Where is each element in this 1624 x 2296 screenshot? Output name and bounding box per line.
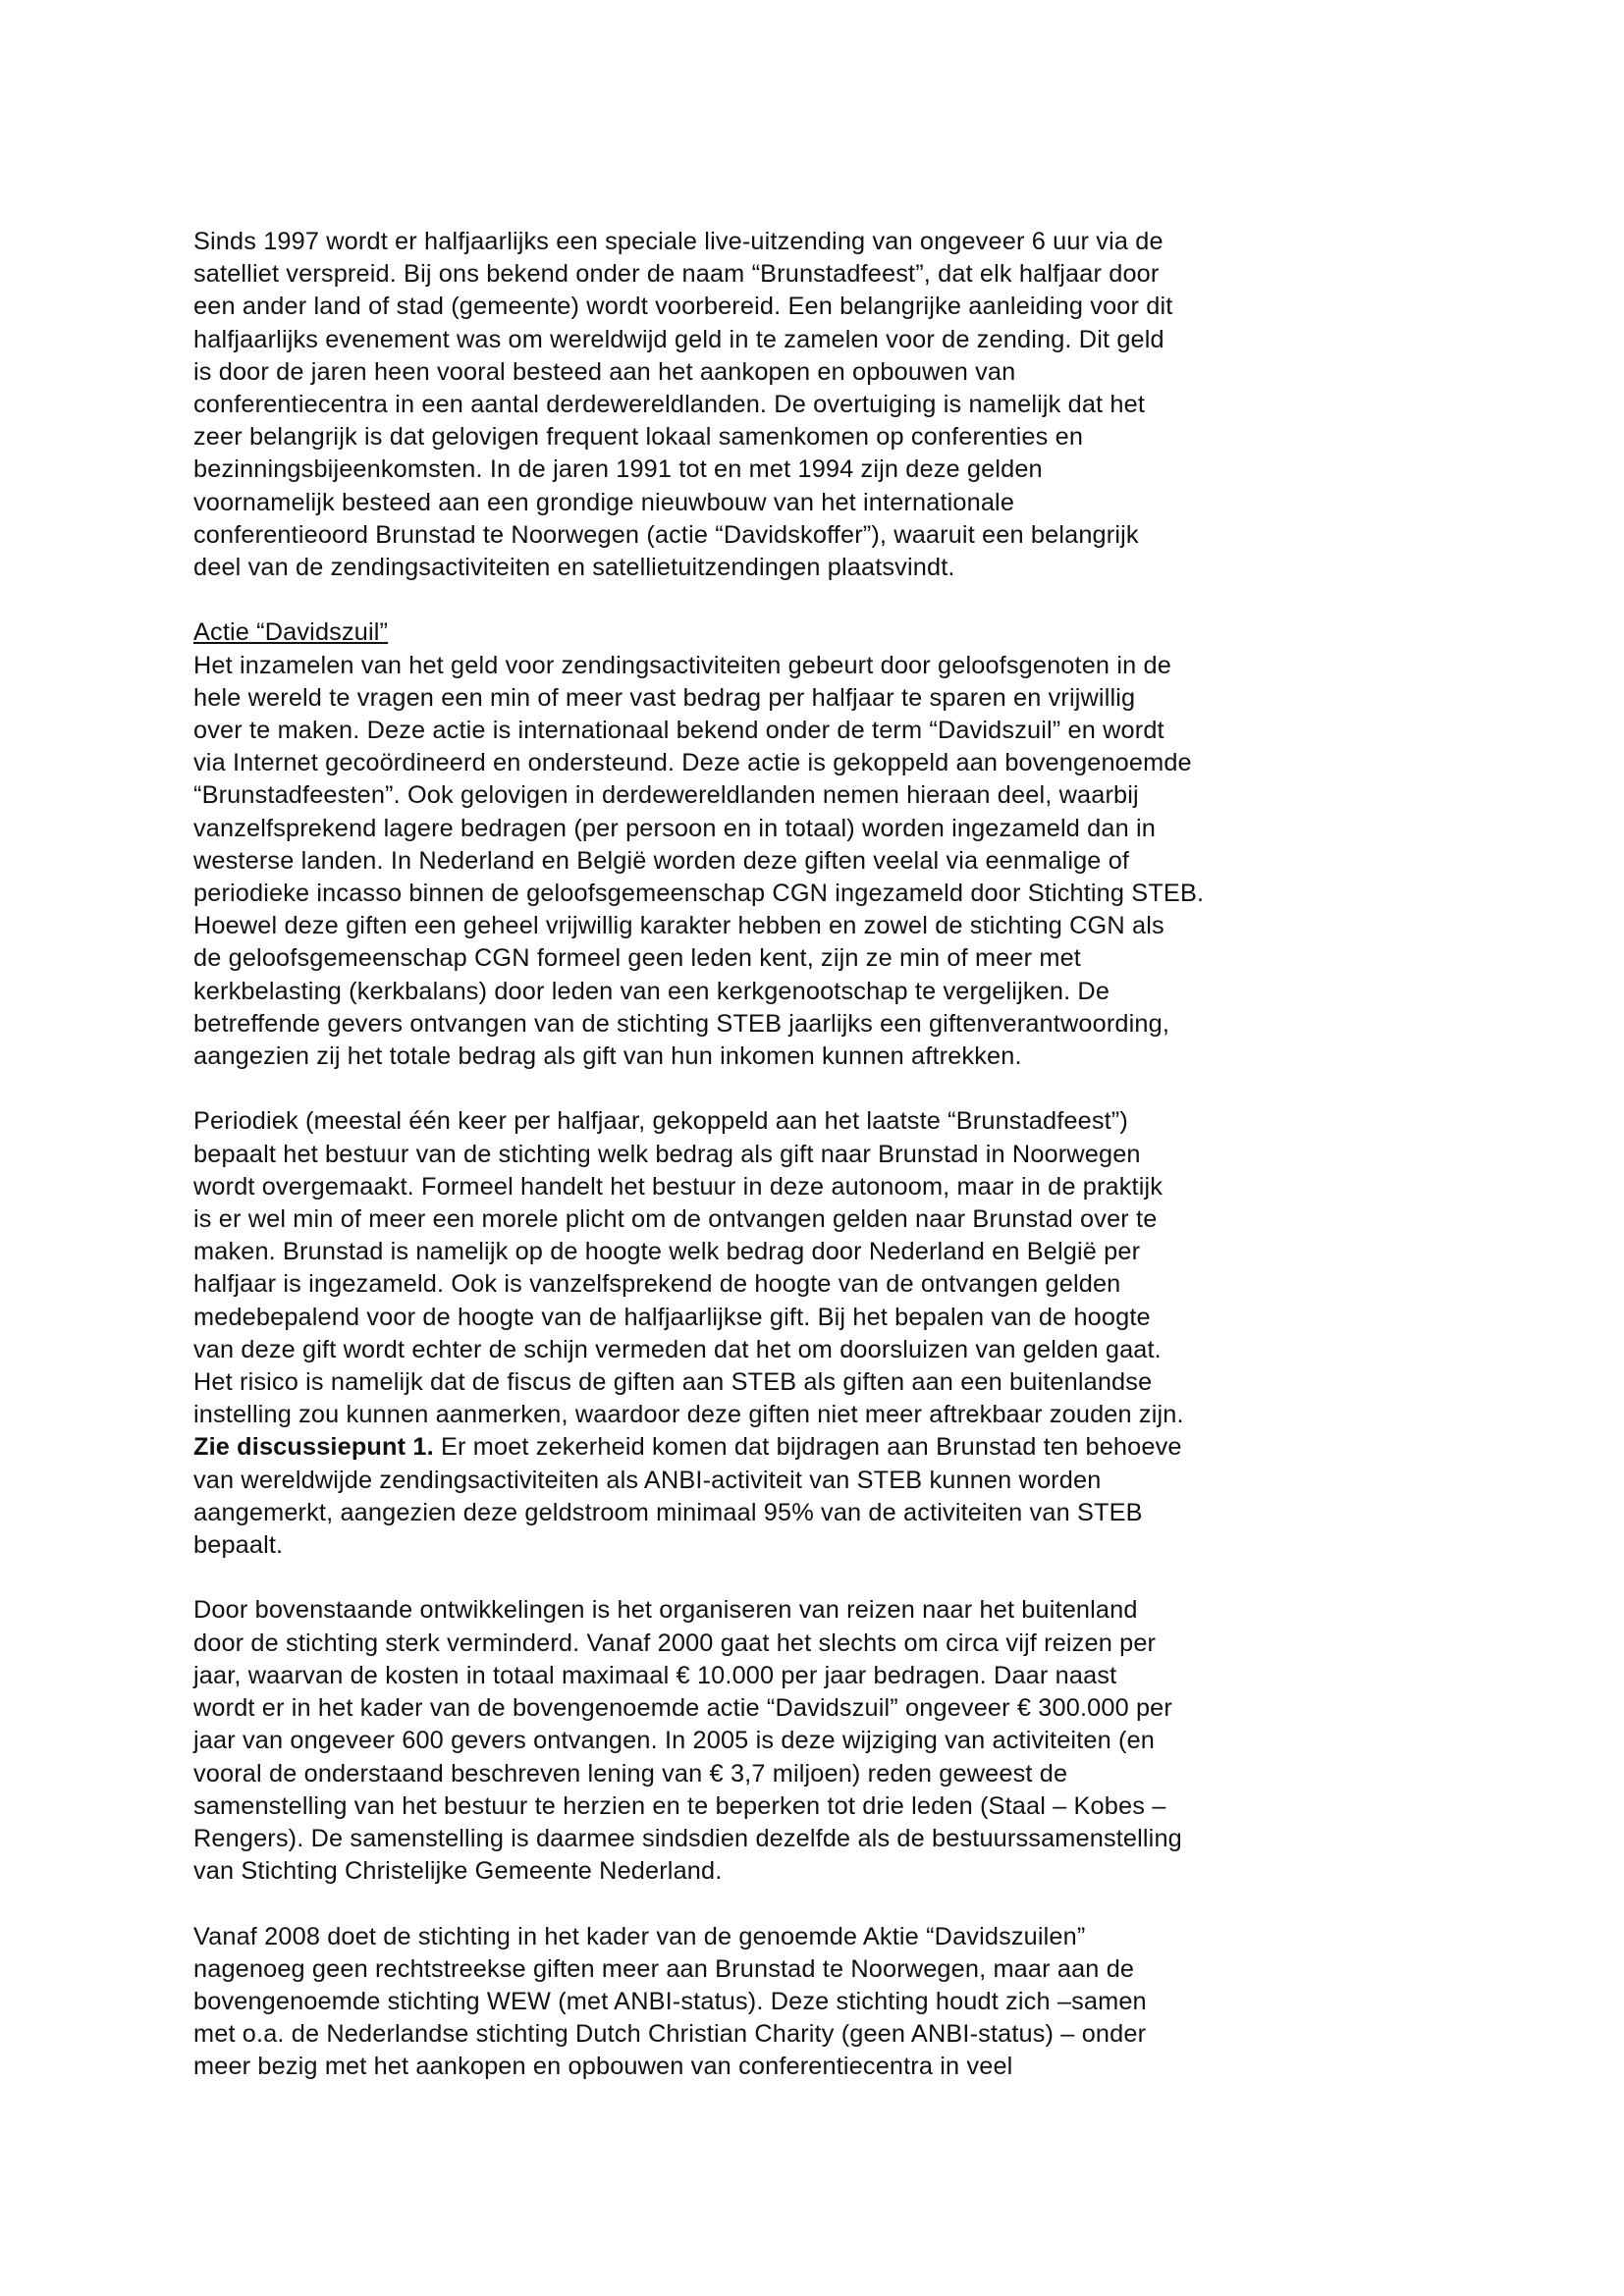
text-line: voornamelijk besteed aan een grondige nieuwbouw van het internationale — [193, 488, 1015, 516]
text-line: Sinds 1997 wordt er halfjaarlijks een speciale live-uitzending van ongeveer 6 uur via de — [193, 228, 1164, 255]
text-line: satelliet verspreid. Bij ons bekend onder de naam “Brunstadfeest”, dat elk halfjaar door — [193, 260, 1160, 289]
text-line: bepaalt het bestuur van de stichting welk bedrag als gift naar Brunstad in Noorwegen — [193, 1140, 1141, 1168]
text-line: door de stichting sterk verminderd. Vanaf 2000 gaat het slechts om circa vijf reizen per — [193, 1629, 1157, 1657]
text-line: een ander land of stad (gemeente) wordt voorbereid. Een belangrijke aanleiding voor dit — [193, 293, 1173, 321]
text-line: instelling zou kunnen aanmerken, waardoor deze giften niet meer aftrekbaar zouden zijn. — [193, 1401, 1184, 1429]
text-line: bezinningsbijeenkomsten. In de jaren 1991 tot en met 1994 zijn deze gelden — [193, 455, 1043, 484]
text-line-discussion — [193, 1431, 1431, 1464]
text-line: is er wel min of meer een morele plicht om de ontvangen gelden naar Brunstad over te — [193, 1205, 1158, 1234]
text-line: nagenoeg geen rechtstreekse giften meer aan Brunstad te Noorwegen, maar aan de — [193, 1954, 1135, 1983]
paragraph-periodiek — [193, 1105, 1431, 1562]
text-line: vanzelfsprekend lagere bedragen (per persoon en in totaal) worden ingezameld dan in — [193, 814, 1156, 842]
text-line: van deze gift wordt echter de schijn vermeden dat het om doorsluizen van gelden gaat. — [193, 1335, 1162, 1363]
text-line: van wereldwijde zendingsactiviteiten als ANBI-activiteit van STEB kunnen worden — [193, 1466, 1102, 1494]
text-line: bepaalt. — [193, 1531, 284, 1560]
text-line: de geloofsgemeenschap CGN formeel geen leden kent, zijn ze min of meer met — [193, 944, 1081, 973]
document-body — [193, 226, 1431, 2116]
text-line: is door de jaren heen vooral besteed aan het aankopen en opbouwen van — [193, 357, 1016, 386]
text-line: periodieke incasso binnen de geloofsgemeenschap CGN ingezameld door Stichting STEB. — [193, 880, 1205, 908]
paragraph-brunstadfeest — [193, 226, 1431, 584]
text-line: hele wereld te vragen een min of meer vast bedrag per halfjaar te sparen en vrijwillig — [193, 683, 1136, 712]
text-line: via Internet gecoördineerd en ondersteund. Deze actie is gekoppeld aan bovengenoemde — [193, 749, 1192, 777]
text-line: medebepalend voor de hoogte van de halfjaarlijkse gift. Bij het bepalen van de hoogte — [193, 1303, 1151, 1331]
paragraph-vanaf-2008 — [193, 1921, 1431, 2084]
paragraph-ontwikkelingen — [193, 1594, 1431, 1888]
text-line: wordt er in het kader van de bovengenoemde actie “Davidszuil” ongeveer € 300.000 per — [193, 1694, 1172, 1723]
text-line: van Stichting Christelijke Gemeente Nederland. — [193, 1857, 723, 1886]
text-line: Hoewel deze giften een geheel vrijwillig karakter hebben en zowel de stichting CGN als — [193, 912, 1164, 940]
section-heading: Actie “Davidszuil” — [193, 618, 389, 647]
text-line: samenstelling van het bestuur te herzien en te beperken tot drie leden (Staal – Kobes – — [193, 1791, 1166, 1820]
text-line: Rengers). De samenstelling is daarmee sindsdien dezelfde als de bestuurssamenstelling — [193, 1824, 1182, 1852]
text-line: maken. Brunstad is namelijk op de hoogte welk bedrag door Nederland en België per — [193, 1238, 1141, 1266]
text-line: zeer belangrijk is dat gelovigen frequent lokaal samenkomen op conferenties en — [193, 423, 1084, 452]
text-line: aangemerkt, aangezien deze geldstroom minimaal 95% van de activiteiten van STEB — [193, 1498, 1143, 1526]
text-line: Periodiek (meestal één keer per halfjaar, gekoppeld aan het laatste “Brunstadfeest”) — [193, 1107, 1128, 1136]
text-line: westerse landen. In Nederland en België worden deze giften veelal via eenmalige of — [193, 846, 1130, 875]
text-line: Het inzamelen van het geld voor zendingsactiviteiten gebeurt door geloofsgenoten in de — [193, 651, 1171, 679]
text-line: Het risico is namelijk dat de fiscus de giften aan STEB als giften aan een buitenlandse — [193, 1368, 1153, 1397]
text-line: conferentiecentra in een aantal derdewereldlanden. De overtuiging is namelijk dat het — [193, 391, 1146, 419]
discussion-reference: Zie discussiepunt 1. — [193, 1433, 434, 1462]
text-line: halfjaarlijks evenement was om wereldwijd geld in te zamelen voor de zending. Dit geld — [193, 325, 1164, 353]
text-line: kerkbelasting (kerkbalans) door leden van een kerkgenootschap te vergelijken. De — [193, 977, 1110, 1005]
paragraph-actie-davidszuil — [193, 616, 1431, 1073]
text-line: jaar, waarvan de kosten in totaal maximaal € 10.000 per jaar bedragen. Daar naast — [193, 1661, 1117, 1689]
text-line: jaar van ongeveer 600 gevers ontvangen. In 2005 is deze wijziging van activiteiten (en — [193, 1727, 1156, 1755]
text-line: conferentieoord Brunstad te Noorwegen (actie “Davidskoffer”), waaruit een belangrijk — [193, 520, 1139, 549]
text-line: aangezien zij het totale bedrag als gift van hun inkomen kunnen aftrekken. — [193, 1042, 1022, 1071]
text-line: met o.a. de Nederlandse stichting Dutch Christian Charity (geen ANBI-status) – onder — [193, 2020, 1147, 2049]
text-line: bovengenoemde stichting WEW (met ANBI-status). Deze stichting houdt zich –samen — [193, 1987, 1147, 2015]
text-line: “Brunstadfeesten”. Ook gelovigen in derdewereldlanden nemen hieraan deel, waarbij — [193, 781, 1139, 810]
text-line: deel van de zendingsactiviteiten en satellietuitzendingen plaatsvindt. — [193, 554, 955, 582]
text-line: meer bezig met het aankopen en opbouwen van conferentiecentra in veel — [193, 2053, 1013, 2081]
text-fragment: Er moet zekerheid komen dat bijdragen aan Brunstad ten behoeve — [433, 1433, 1182, 1462]
text-line: halfjaar is ingezameld. Ook is vanzelfsprekend de hoogte van de ontvangen gelden — [193, 1270, 1121, 1299]
text-line: betreffende gevers ontvangen van de stichting STEB jaarlijks een giftenverantwoording, — [193, 1009, 1169, 1038]
text-line: Door bovenstaande ontwikkelingen is het organiseren van reizen naar het buitenland — [193, 1596, 1138, 1625]
text-line: over te maken. Deze actie is internationaal bekend onder de term “Davidszuil” en wordt — [193, 717, 1164, 745]
text-line: Vanaf 2008 doet de stichting in het kader van de genoemde Aktie “Davidszuilen” — [193, 1922, 1086, 1950]
text-line: vooral de onderstaand beschreven lening van € 3,7 miljoen) reden geweest de — [193, 1759, 1068, 1788]
text-line: wordt overgemaakt. Formeel handelt het bestuur in deze autonoom, maar in de praktijk — [193, 1172, 1164, 1201]
